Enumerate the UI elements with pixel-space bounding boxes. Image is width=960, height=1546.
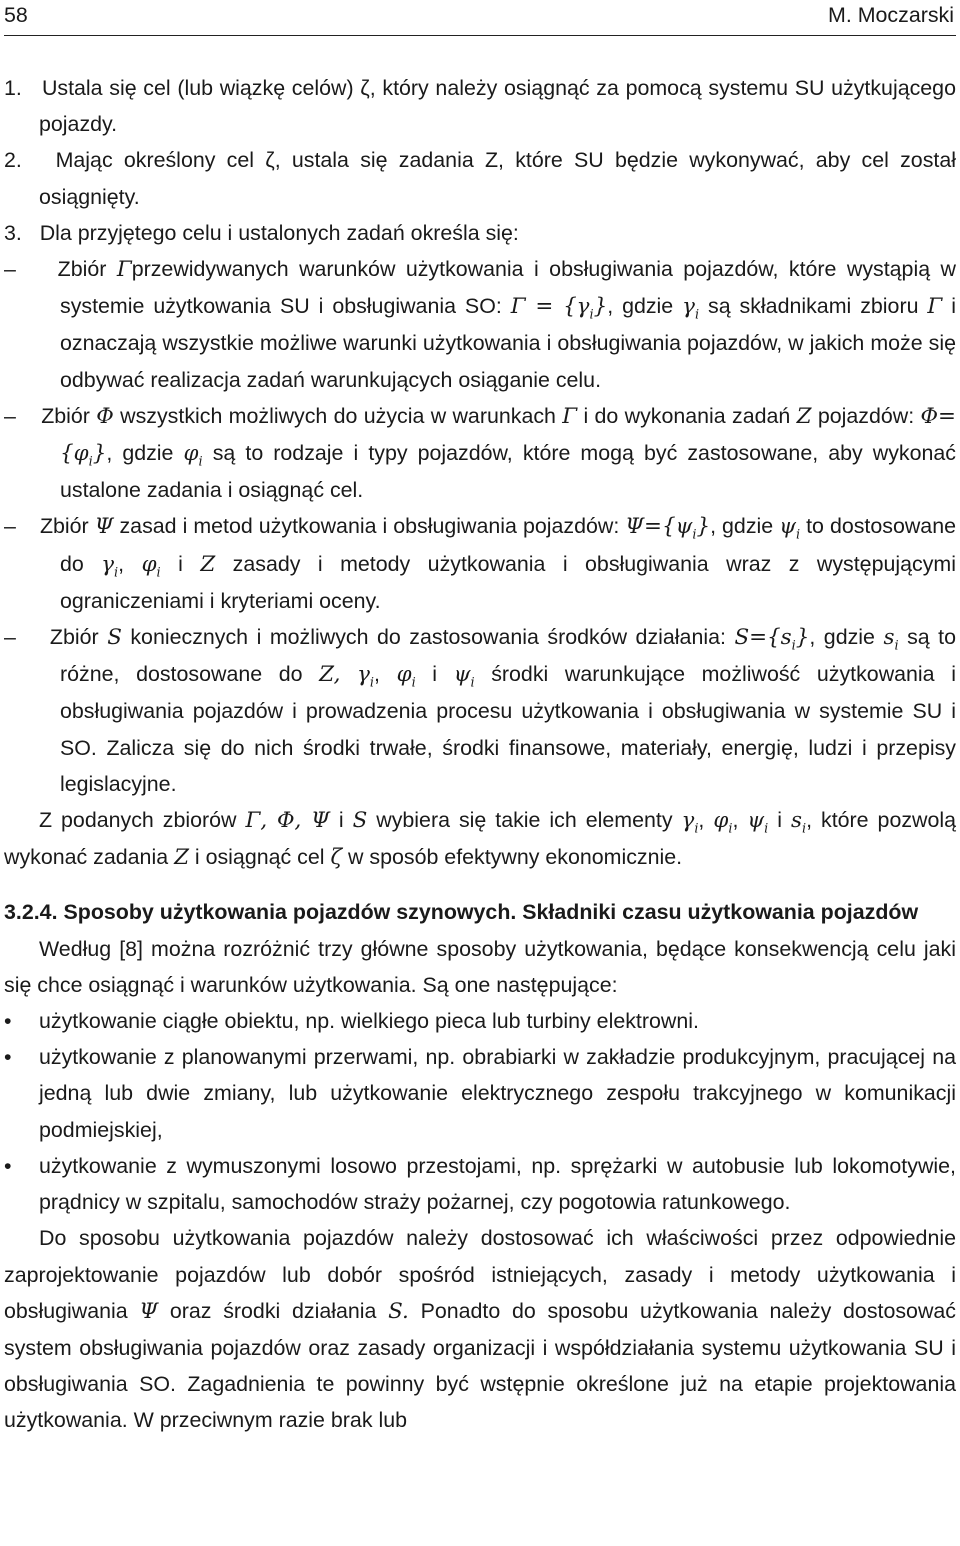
subscript: i [88, 454, 93, 470]
subscript: i [369, 675, 374, 691]
dash-item-phi: – Zbiór Φ wszystkich możliwych do użycia w warunkach Γ i do wykonania zadań Z pojazdów: $\Phi=\{\varphi_i\}$, gdzie $\varphi_i$ są to rodzaje i typy pojazdów, które mogą być zastosowane, aby wykonać ustalone zadania i osiągnąć cel. [4, 403, 956, 503]
text: i do wykonania zadań [583, 403, 791, 428]
text: , gdzie [809, 625, 875, 650]
page-header [4, 0, 956, 32]
text: i osiągnąć cel [194, 845, 325, 870]
math-symbol: Z [200, 551, 216, 577]
text: , gdzie [607, 294, 674, 319]
subscript: i [894, 638, 899, 654]
page-body [4, 70, 956, 1439]
text: są składnikami zbioru [708, 294, 919, 319]
text: oraz środki działania [169, 1298, 377, 1323]
bullet-text: użytkowanie z wymuszonymi losowo przestojami, np. sprężarki w autobusie lub lokomotywie, prądnicy w szpitalu, samochodów straży pożarnej, czy pogotowia ratunkowego. [39, 1153, 956, 1215]
text: i [338, 808, 344, 833]
text: Zbiór [49, 625, 99, 650]
subscript: i [589, 307, 594, 323]
section-title: Sposoby użytkowania pojazdów szynowych. Składniki czasu użytkowania pojazdów [63, 900, 919, 925]
subscript: i [114, 564, 119, 580]
text: Zbiór [39, 514, 89, 539]
math-symbol: Γ [116, 257, 132, 283]
math-symbol: Z, [319, 662, 341, 688]
math-symbol: γ [101, 551, 115, 577]
subscript: i [802, 821, 807, 837]
math-symbol: Ψ [139, 1298, 159, 1324]
math-symbol: S [352, 808, 368, 834]
math-symbol: φ [713, 808, 729, 834]
list-item [4, 142, 956, 214]
math-symbol: Γ [927, 294, 943, 320]
math-formula: S={s [734, 625, 792, 651]
text: , [698, 808, 705, 833]
subscript: i [795, 527, 801, 543]
math-symbol: Z [174, 845, 189, 871]
header-rule [4, 35, 956, 36]
list-text: Mając określony cel ζ, ustala się zadania Z, które SU będzie wykonywać, aby cel został osiągnięty. [39, 148, 956, 209]
subscript: i [694, 307, 700, 323]
text: i oznaczają wszystkie możliwe warunki użytkowania i obsługiwania pojazdów, w jakich może się odbywać realizacja zadań warunkujących osiąganie celu. [60, 294, 956, 392]
text: Zbiór [57, 257, 107, 282]
list-text: Dla przyjętego celu i ustalonych zadań określa się: [39, 220, 519, 245]
text: , gdzie [710, 514, 774, 539]
math-symbol: ψ [779, 514, 796, 540]
subscript: i [764, 821, 769, 837]
list-item [4, 215, 956, 251]
subscript: i [791, 638, 796, 654]
text: to dostosowane do [60, 514, 956, 576]
list-text: Ustala się cel (lub wiązkę celów) ζ, który należy osiągnąć za pomocą systemu SU użytkującego pojazdy. [39, 76, 956, 137]
text: zasady i metody użytkowania i obsługiwania wraz z występującymi ograniczeniami i kryteriami oceny. [60, 551, 956, 613]
math-symbol: } [696, 514, 711, 540]
intro-paragraph: Według [8] można rozróżnić trzy główne sposoby użytkowania, będące konsekwencją celu jaki się chce osiągnąć i warunków użytkowania. Są one następujące: [4, 936, 956, 997]
dash-item-gamma: – Zbiór Γprzewidywanych warunków użytkowania i obsługiwania pojazdów, które wystąpią w systemie użytkowania SU i obsługiwania SO: $\Gamma = \{\gamma_i\}$, gdzie $\gamma_i$ są składnikami zbioru Γ i oznaczają wszystkie możliwe warunki użytkowania i obsługiwania pojazdów, w jakich może się odbywać realizacja zadań warunkujących osiąganie celu. [4, 257, 956, 392]
text: są to rodzaje i typy pojazdów, które mogą być zastosowane, aby wykonać ustalone zadania i osiągnąć cel. [60, 441, 956, 503]
math-symbol: ψ [453, 662, 471, 688]
summary-paragraph [4, 802, 956, 876]
text: zasad i metod użytkowania i obsługiwania pojazdów: [119, 514, 620, 539]
bullet-item [4, 1148, 956, 1220]
section-number: 3.2.4. [4, 900, 58, 925]
subscript: i [156, 564, 161, 580]
math-symbol: S [107, 625, 122, 651]
dash-item-psi: – Zbiór Ψ zasad i metod użytkowania i obsługiwania pojazdów: $\Psi=\{\psi_i\}$, gdzie $\psi_i$ to dostosowane do $\gamma_i$, $\varphi_i$ i Z zasady i metody użytkowania i obsługiwania wraz z występującymi ograniczeniami i kryteriami oceny. [4, 514, 956, 613]
text: są to różne, dostosowane do [60, 625, 956, 687]
text: koniecznych i możliwych do zastosowania środków działania: [130, 625, 726, 650]
bullet-text: użytkowanie z planowanymi przerwami, np. obrabiarki w zakładzie produkcyjnym, pracującej na jedną lub dwie zmiany, lub użytkowanie elektrycznego zespołu trakcyjnego w komunikacji podmiejskiej, [39, 1045, 956, 1142]
text: pojazdów: [817, 403, 915, 428]
math-symbol: Γ, Φ, Ψ [245, 808, 330, 834]
math-symbol: γ [681, 808, 695, 834]
text: wybiera się takie ich elementy [376, 808, 673, 833]
subscript: i [694, 821, 699, 837]
dash-item-s: – Zbiór S koniecznych i możliwych do zastosowania środków działania: $S=\{s_i\}$, gdzie $s_i$ są to różne, dostosowane do Z, $\gamma_i$, $\varphi_i$ i $\psi_i$ środki warunkujące możliwość użytkowania i obsługiwania pojazdów i prowadzenia procesu użytkowania i obsługiwania w systemie SU i SO. Zalicza się do nich środki trwałe, środki finansowe, materiały, energię, ludzi i przepisy legislacyjne. [4, 625, 956, 796]
text: w sposób efektywny ekonomicznie. [348, 845, 683, 870]
text: przewidywanych warunków użytkowania i obsługiwania pojazdów, które wystąpią w systemie użytkowania SU i obsługiwania SO: [60, 257, 956, 319]
text: Do sposobu użytkowania pojazdów należy dostosować ich właściwości przez odpowiednie zaprojektowanie pojazdów lub dobór spośród istniejących, zasady i metody użytkowania i obsługiwania [4, 1226, 956, 1323]
subscript: i [411, 675, 416, 691]
text: środki warunkujące możliwość użytkowania i obsługiwania pojazdów i prowadzenia procesu użytkowania i obsługiwania w systemie SU i SO. Zalicza się do nich środki trwałe, środki finansowe, materiały, energię, ludzi i przepisy legislacyjne. [60, 662, 956, 796]
subscript: i [198, 454, 203, 470]
text: Z podanych zbiorów [39, 808, 237, 833]
bullet-icon: • [4, 1009, 12, 1034]
bullet-item [4, 1003, 956, 1039]
math-symbol: s [883, 625, 895, 651]
list-number: 2. [4, 148, 22, 173]
bullet-item [4, 1039, 956, 1148]
text: Zbiór [41, 403, 90, 428]
text: , [732, 808, 739, 833]
text: , [374, 662, 380, 687]
math-symbol: } [92, 441, 107, 467]
math-symbol: γ [682, 294, 695, 320]
bullet-icon: • [4, 1153, 12, 1178]
math-symbol: γ [357, 662, 370, 688]
text: i [432, 662, 438, 687]
math-symbol: φ [396, 662, 412, 688]
subscript: i [728, 821, 733, 837]
math-formula: Φ={φ [60, 403, 956, 467]
page-number: 58 [4, 3, 28, 27]
math-symbol: S. [388, 1298, 409, 1324]
running-head: M. Moczarski [828, 3, 954, 27]
math-formula: Ψ={ψ [625, 514, 693, 540]
text: i [178, 551, 183, 576]
text: , które pozwolą wykonać zadania [4, 808, 957, 870]
bullet-text: użytkowanie ciągłe obiektu, np. wielkiego pieca lub turbiny elektrowni. [39, 1009, 699, 1034]
list-number: 1. [4, 76, 22, 100]
bullet-icon: • [4, 1045, 12, 1070]
text: , gdzie [106, 441, 174, 466]
math-symbol: φ [183, 441, 199, 467]
math-symbol: Ψ [94, 514, 114, 540]
list-item [4, 70, 956, 142]
section-heading [4, 894, 956, 930]
text: Ponadto do sposobu użytkowania należy dostosować system obsługiwania pojazdów oraz zasady organizacji i współdziałania systemu użytkowania SU i obsługiwania SO. Zagadnienia te powinny być wstępnie określone już na etapie projektowania użytkowania. W przeciwnym razie brak lub [4, 1298, 956, 1433]
math-symbol: ψ [747, 808, 765, 834]
math-symbol: s [791, 808, 802, 834]
text: , [118, 551, 125, 576]
subscript: i [692, 527, 697, 543]
math-symbol: Φ [96, 403, 114, 429]
math-symbol: φ [141, 551, 157, 577]
math-symbol: Z [796, 403, 812, 429]
math-formula: Γ = {γ [510, 294, 590, 320]
list-number: 3. [4, 220, 22, 245]
closing-paragraph [4, 1220, 956, 1438]
subscript: i [470, 675, 475, 691]
text: wszystkich możliwych do użycia w warunkach [120, 403, 556, 428]
math-symbol: } [593, 294, 608, 320]
math-symbol: Γ [562, 403, 578, 429]
math-symbol: ζ [330, 845, 343, 871]
math-symbol: } [795, 625, 810, 651]
text: i [777, 808, 783, 833]
